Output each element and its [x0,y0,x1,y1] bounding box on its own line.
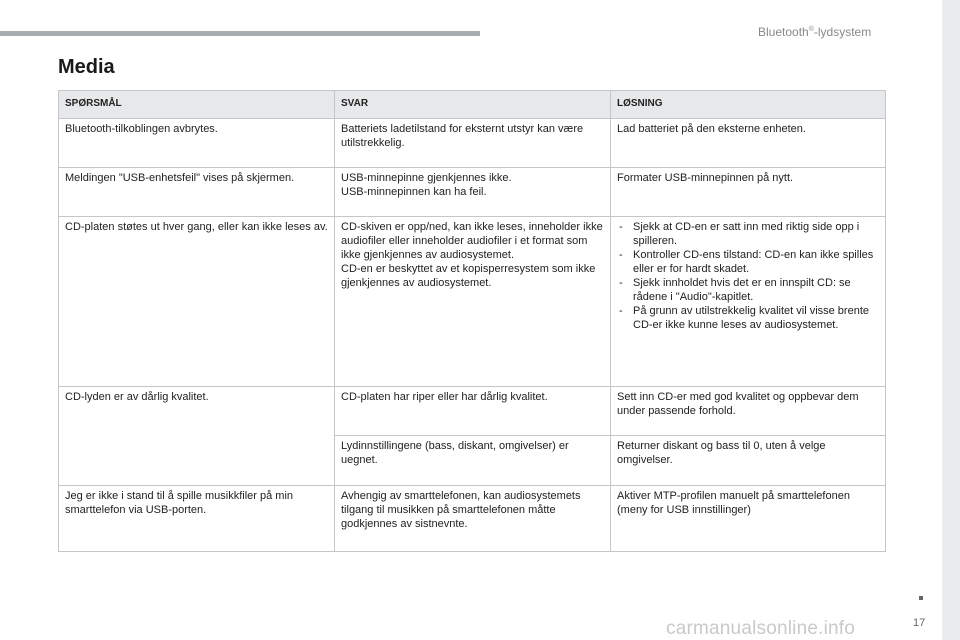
solution-cell: Returner diskant og bass til 0, uten å velge omgivelser. [611,436,886,486]
page-number: 17 [913,617,926,629]
solution-cell: Lad batteriet på den eksterne enheten. [611,119,886,168]
question-cell: CD-lyden er av dårlig kvalitet. [59,387,335,486]
solution-item: - På grunn av utilstrekkelig kvalitet vil visse brente CD-er ikke kunne leses av audiosystemet. [617,304,879,332]
answer-cell [335,168,611,217]
table-row [59,387,886,436]
section-header-prefix: Bluetooth [758,25,809,39]
answer-cell [335,217,611,387]
answer-line: CD-en er beskyttet av et kopisperresystem som ikke gjenkjennes av audiosystemet. [341,263,596,289]
column-header-question: SPØRSMÅL [59,91,335,119]
solution-cell: Aktiver MTP-profilen manuelt på smarttelefonen (meny for USB innstillinger) [611,486,886,552]
solution-item: - Sjekk innholdet hvis det er en innspilt CD: se rådene i "Audio"-kapitlet. [617,276,879,304]
question-cell: CD-platen støtes ut hver gang, eller kan ikke leses av. [59,217,335,387]
column-header-answer: SVAR [335,91,611,119]
solution-cell: Sett inn CD-er med god kvalitet og oppbevar dem under passende forhold. [611,387,886,436]
column-header-solution: LØSNING [611,91,886,119]
side-margin-strip [942,0,960,640]
answer-line: USB-minnepinne gjenkjennes ikke. [341,172,512,184]
solution-list [617,220,879,332]
page-bullet-marker [919,596,923,600]
answer-line: CD-skiven er opp/ned, kan ikke leses, inneholder ikke audiofiler eller inneholder audiofiler i et format som ikke gjenkjennes av audiosystemet. [341,221,603,261]
question-cell: Meldingen "USB-enhetsfeil" vises på skjermen. [59,168,335,217]
table-row [59,119,886,168]
table-row [59,217,886,387]
table-header-row [59,91,886,119]
answer-line: USB-minnepinnen kan ha feil. [341,186,487,198]
top-accent-bar [0,31,480,36]
table-row [59,168,886,217]
registered-mark: ® [808,26,814,33]
answer-cell: Avhengig av smarttelefonen, kan audiosystemets tilgang til musikken på smarttelefonen måtte godkjennes av sistnevnte. [335,486,611,552]
section-header [758,25,871,39]
answer-cell: CD-platen har riper eller har dårlig kvalitet. [335,387,611,436]
solution-cell: Formater USB-minnepinnen på nytt. [611,168,886,217]
section-header-suffix: -lydsystem [813,25,872,39]
question-cell: Jeg er ikke i stand til å spille musikkfiler på min smarttelefon via USB-porten. [59,486,335,552]
solution-item: - Kontroller CD-ens tilstand: CD-en kan ikke spilles eller er for hardt skadet. [617,248,879,276]
solution-cell [611,217,886,387]
table-row [59,486,886,552]
answer-cell: Batteriets ladetilstand for eksternt utstyr kan være utilstrekkelig. [335,119,611,168]
solution-item: - Sjekk at CD-en er satt inn med riktig side opp i spilleren. [617,220,879,248]
troubleshooting-table [58,90,886,552]
watermark-text: carmanualsonline.info [666,618,856,639]
page-title: Media [58,56,115,78]
answer-cell: Lydinnstillingene (bass, diskant, omgivelser) er uegnet. [335,436,611,486]
question-cell: Bluetooth-tilkoblingen avbrytes. [59,119,335,168]
